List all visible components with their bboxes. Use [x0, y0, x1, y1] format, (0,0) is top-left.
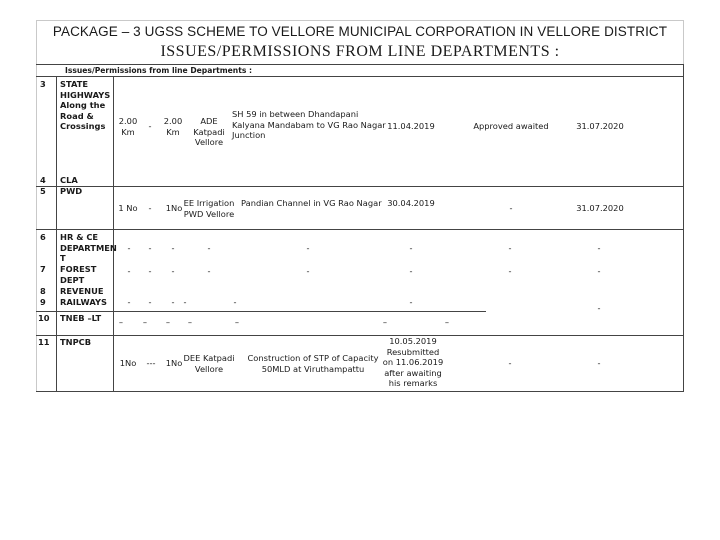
dash-cell: -: [409, 243, 413, 253]
length-value: 2.00 Km: [118, 116, 138, 137]
dash-cell: -: [148, 121, 152, 131]
status-text: -: [509, 203, 513, 213]
dash-cell: -: [148, 266, 152, 276]
dash-cell: -: [207, 243, 211, 253]
row-number: 6: [40, 232, 46, 242]
row-divider: [36, 311, 486, 312]
row-number: 5: [40, 186, 46, 196]
dash-cell: -: [597, 303, 601, 313]
dash-cell: –: [118, 317, 124, 327]
dash-cell: -: [409, 266, 413, 276]
row-number: 4: [40, 175, 46, 185]
quantity-value-2: 1No: [165, 358, 183, 368]
page-title: PACKAGE – 3 UGSS SCHEME TO VELLORE MUNICIPAL CORPORATION IN VELLORE DISTRICT: [52, 24, 668, 39]
dept-name: TNPCB: [60, 337, 92, 347]
quantity-value-2: 1No: [165, 203, 183, 213]
row-number: 7: [40, 264, 46, 274]
office-name: ADE Katpadi Vellore: [193, 116, 225, 147]
dash-cell: -: [183, 297, 187, 307]
dept-name: REVENUE: [60, 286, 104, 296]
row-divider: [36, 335, 684, 336]
row-number: 11: [38, 337, 50, 347]
status-text: Approved awaited: [473, 121, 549, 131]
dept-name: STATE HIGHWAYS Along the Road & Crossings: [60, 79, 111, 131]
dept-name: TNEB –LT: [60, 313, 102, 323]
dept-name: CLA: [60, 175, 78, 185]
location-text: Pandian Channel in VG Rao Nagar: [241, 198, 382, 208]
dash-cell: -: [233, 297, 237, 307]
dash-cell: -: [148, 297, 152, 307]
submission-date: 30.04.2019: [387, 198, 435, 208]
row-number: 3: [40, 79, 46, 89]
dept-name: HR & CE DEPARTMEN T: [60, 232, 117, 263]
dept-name: RAILWAYS: [60, 297, 107, 307]
submission-date: 10.05.2019 Resubmitted on 11.06.2019 after awaiting his remarks: [382, 336, 444, 388]
col-divider: [56, 76, 57, 391]
office-name: DEE Katpadi Vellore: [183, 353, 235, 374]
table-bottom-border: [36, 391, 684, 392]
dept-name: PWD: [60, 186, 83, 196]
dash-cell: -: [508, 266, 512, 276]
quantity-value: 1 No: [118, 203, 138, 213]
dash-cell: –: [382, 317, 388, 327]
dash-cell: –: [142, 317, 148, 327]
dash-cell: -: [127, 243, 131, 253]
dash-cell: –: [234, 317, 240, 327]
quantity-value: 1No: [119, 358, 137, 368]
dash-cell: ---: [146, 358, 156, 368]
dash-cell: –: [165, 317, 171, 327]
dept-name: FOREST DEPT: [60, 264, 97, 285]
row-number: 8: [40, 286, 46, 296]
dash-cell: -: [171, 297, 175, 307]
submission-date: 11.04.2019: [387, 121, 435, 131]
target-date: -: [597, 358, 601, 368]
dash-cell: -: [409, 297, 413, 307]
page-subtitle: ISSUES/PERMISSIONS FROM LINE DEPARTMENTS :: [160, 43, 560, 60]
target-date: 31.07.2020: [576, 121, 624, 131]
dash-cell: -: [171, 243, 175, 253]
dash-cell: -: [207, 266, 211, 276]
dash-cell: -: [597, 266, 601, 276]
dash-cell: -: [127, 297, 131, 307]
row-divider: [36, 186, 684, 187]
dash-cell: –: [444, 317, 450, 327]
dash-cell: -: [306, 243, 310, 253]
length-value-2: 2.00 Km: [163, 116, 183, 137]
section-label: Issues/Permissions from line Departments :: [65, 66, 253, 75]
status-text: -: [508, 358, 512, 368]
location-text: SH 59 in between Dhandapani Kalyana Mandabam to VG Rao Nagar Junction: [232, 109, 386, 140]
target-date: 31.07.2020: [576, 203, 624, 213]
office-name: EE Irrigation PWD Vellore: [183, 198, 235, 219]
dash-cell: -: [148, 243, 152, 253]
dash-cell: -: [508, 243, 512, 253]
table-top-border: [36, 64, 684, 65]
dash-cell: -: [127, 266, 131, 276]
dash-cell: -: [597, 243, 601, 253]
row-number: 9: [40, 297, 46, 307]
dash-cell: -: [171, 266, 175, 276]
col-divider: [683, 64, 684, 391]
dash-cell: –: [187, 317, 193, 327]
dash-cell: -: [148, 203, 152, 213]
location-text: Construction of STP of Capacity 50MLD at Viruthampattu: [247, 353, 379, 374]
row-divider: [36, 229, 684, 230]
row-number: 10: [38, 313, 50, 323]
dash-cell: -: [306, 266, 310, 276]
